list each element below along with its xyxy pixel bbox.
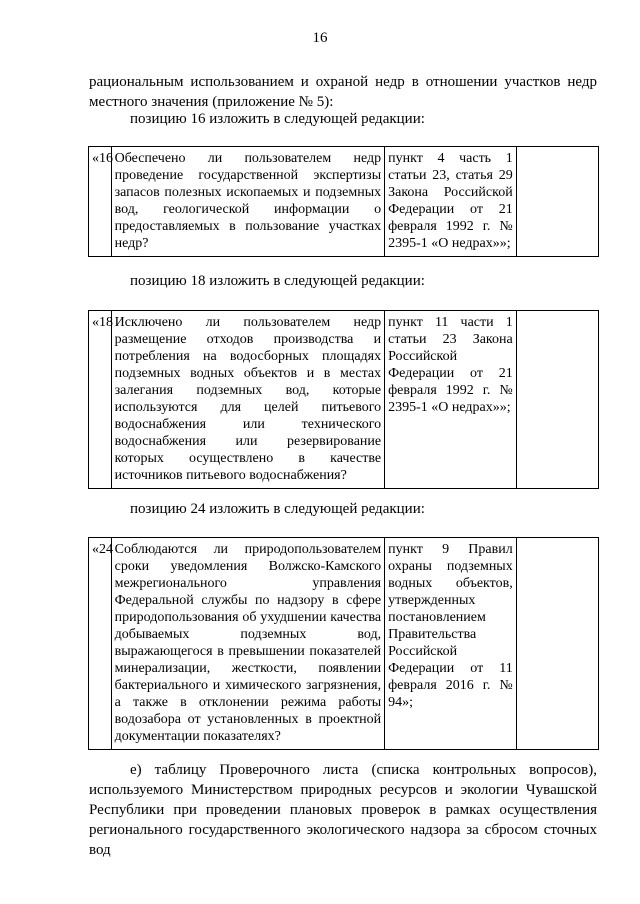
empty-cell bbox=[516, 311, 598, 489]
question-cell: Обеспечено ли пользователем недр проведение государственной экспертизы запасов полезных ископаемых и подземных вод, геологической информации о предоставляемых в пользование участках недр? bbox=[111, 147, 385, 257]
caption-position-16: позицию 16 изложить в следующей редакции: bbox=[130, 111, 425, 127]
legal-reference-cell: пункт 4 часть 1 статьи 23, статья 29 Закона Российской Федерации от 21 февраля 1992 г. № 2395-1 «О недрах»»; bbox=[385, 147, 517, 257]
intro-paragraph: рациональным использованием и охраной недр в отношении участков недр местного значения (приложение № 5): bbox=[89, 74, 597, 110]
row-number: «16 bbox=[89, 147, 112, 257]
table-position-16 bbox=[88, 146, 599, 257]
question-cell: Соблюдаются ли природопользователем сроки уведомления Волжско-Камского межрегионального управления Федеральной службы по надзору в сфере природопользования об ухудшении качества добываемых подземных вод, выражающегося в превышении показателей минерализации, жесткости, появлении бактериального и химического загрязнения, а также в отклонении режима работы водозабора от установленных в проектной документации показателях? bbox=[111, 538, 385, 750]
table-row bbox=[89, 311, 599, 489]
legal-reference-cell: пункт 11 части 1 статьи 23 Закона Российской Федерации от 21 февраля 1992 г. № 2395-1 «О недрах»»; bbox=[385, 311, 517, 489]
question-cell: Исключено ли пользователем недр размещение отходов производства и потребления на водосборных площадях подземных водных объектов и в местах залегания подземных вод, которые используются для целей питьевого водоснабжения или технического водоснабжения или резервирование которых осуществлено в качестве источников питьевого водоснабжения? bbox=[111, 311, 385, 489]
row-number: «24 bbox=[89, 538, 112, 750]
legal-reference-cell: пункт 9 Правил охраны подземных водных объектов, утвержденных постановлением Правительства Российской Федерации от 11 февраля 2016 г. № 94»; bbox=[385, 538, 517, 750]
table-row bbox=[89, 538, 599, 750]
caption-position-24: позицию 24 изложить в следующей редакции: bbox=[130, 501, 425, 517]
empty-cell bbox=[516, 147, 598, 257]
table-row bbox=[89, 147, 599, 257]
page-number: 16 bbox=[312, 30, 328, 46]
empty-cell bbox=[516, 538, 598, 750]
table-position-24 bbox=[88, 537, 599, 750]
caption-position-18: позицию 18 изложить в следующей редакции: bbox=[130, 273, 425, 289]
row-number: «18 bbox=[89, 311, 112, 489]
table-position-18 bbox=[88, 310, 599, 489]
outro-paragraph: е) таблицу Проверочного листа (списка контрольных вопросов), используемого Министерством природных ресурсов и экологии Чувашской Республики при проведении плановых проверок в рамках осуществления регионального государственного экологического надзора за сбросом сточных вод bbox=[89, 762, 597, 858]
